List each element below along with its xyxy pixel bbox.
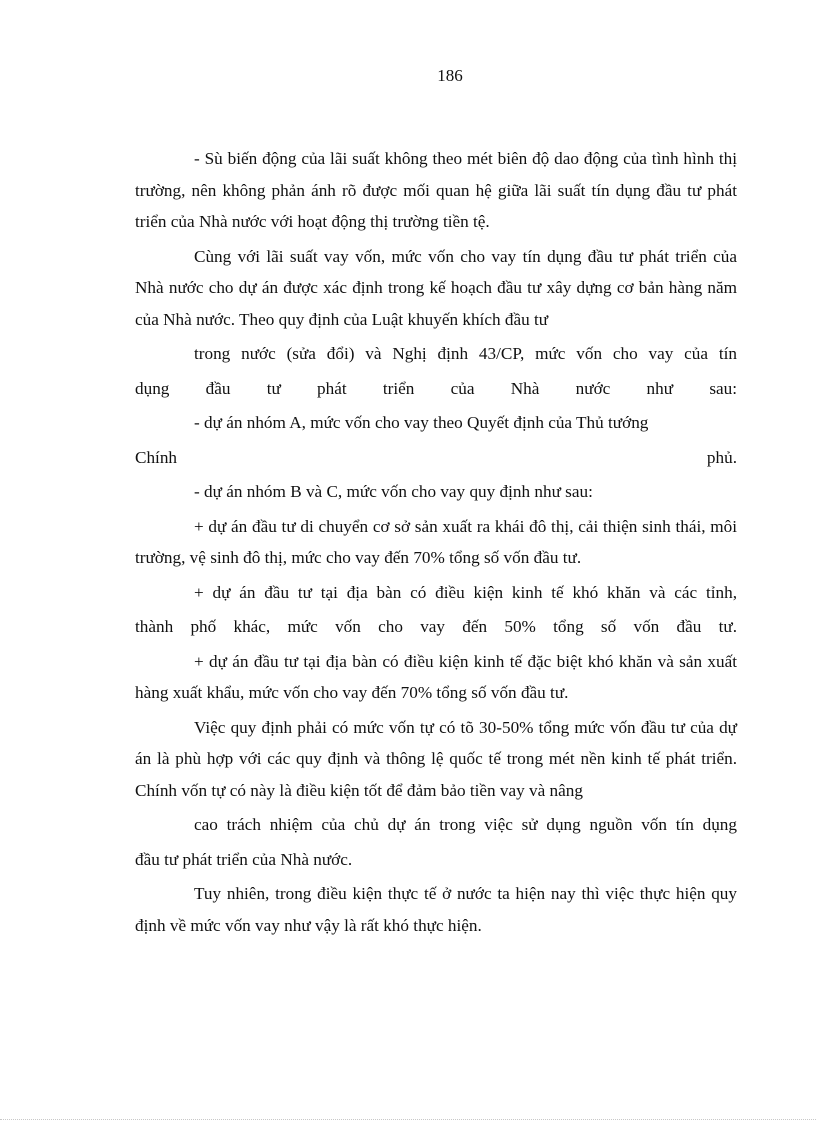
paragraph-responsibility-line1: cao trách nhiệm của chủ dự án trong việc sử dụng nguồn vốn tín dụng <box>194 815 737 834</box>
page-bottom-divider <box>0 1119 816 1120</box>
paragraph-interest-rate-fluctuation: - Sù biến động của lãi suất không theo mét biên độ dao động của tình hình thị trường, nên không phản ánh rõ được mối quan hệ giữa lãi suất tín dụng đầu tư phát triển của Nhà nước với hoạt động thị trường tiền tệ. <box>135 149 737 231</box>
page-number: 186 <box>437 66 463 85</box>
paragraph-loan-amount: Cùng với lãi suất vay vốn, mức vốn cho vay tín dụng đầu tư phát triển của Nhà nước cho dự án được xác định trong kế hoạch đầu tư xây dựng cơ bản hàng năm của Nhà nước. Theo quy định của Luật khuyến khích đầu tư <box>135 246 737 329</box>
paragraph-difficult-areas-line1: + dự án đầu tư tại địa bàn có điều kiện kinh tế khó khăn và các tỉnh, <box>194 582 737 602</box>
paragraph-export-projects: + dự án đầu tư tại địa bàn có điều kiện kinh tế đặc biệt khó khăn và sản xuất hàng xuất khẩu, mức vốn cho vay đến 70% tổng số vốn đầu tư. <box>135 651 737 702</box>
paragraph-conclusion: Tuy nhiên, trong điều kiện thực tế ở nước ta hiện nay thì việc thực hiện quy định về mức vốn vay như vậy là rất khó thực hiện. <box>135 884 737 935</box>
body-text <box>135 143 737 944</box>
paragraph-law-reference-line1: trong nước (sửa đổi) và Nghị định 43/CP, mức vốn cho vay của tín <box>194 344 737 363</box>
paragraph-law-reference-line2: dụng đầu tư phát triển của Nhà nước như sau: <box>135 378 737 398</box>
paragraph-group-a-line1: - dự án nhóm A, mức vốn cho vay theo Quyết định của Thủ tướng <box>194 413 649 432</box>
paragraph-group-a-line2: Chính phủ. <box>135 447 737 467</box>
paragraph-responsibility-line2: đầu tư phát triển của Nhà nước. <box>135 849 353 869</box>
paragraph-equity-requirement: Việc quy định phải có mức vốn tự có tõ 30-50% tổng mức vốn đầu tư của dự án là phù hợp với các quy định và thông lệ quốc tế trong mét nền kinh tế phát triển. Chính vốn tự có này là điều kiện tốt để đảm bảo tiền vay và nâng <box>135 717 737 800</box>
paragraph-group-bc: - dự án nhóm B và C, mức vốn cho vay quy định như sau: <box>194 482 593 501</box>
paragraph-relocation-projects: + dự án đầu tư di chuyển cơ sở sản xuất ra khái đô thị, cải thiện sinh thái, môi trường, vệ sinh đô thị, mức cho vay đến 70% tổng số vốn đầu tư. <box>135 516 737 567</box>
paragraph-difficult-areas-line2: thành phố khác, mức vốn cho vay đến 50% tổng số vốn đầu tư. <box>135 617 737 636</box>
